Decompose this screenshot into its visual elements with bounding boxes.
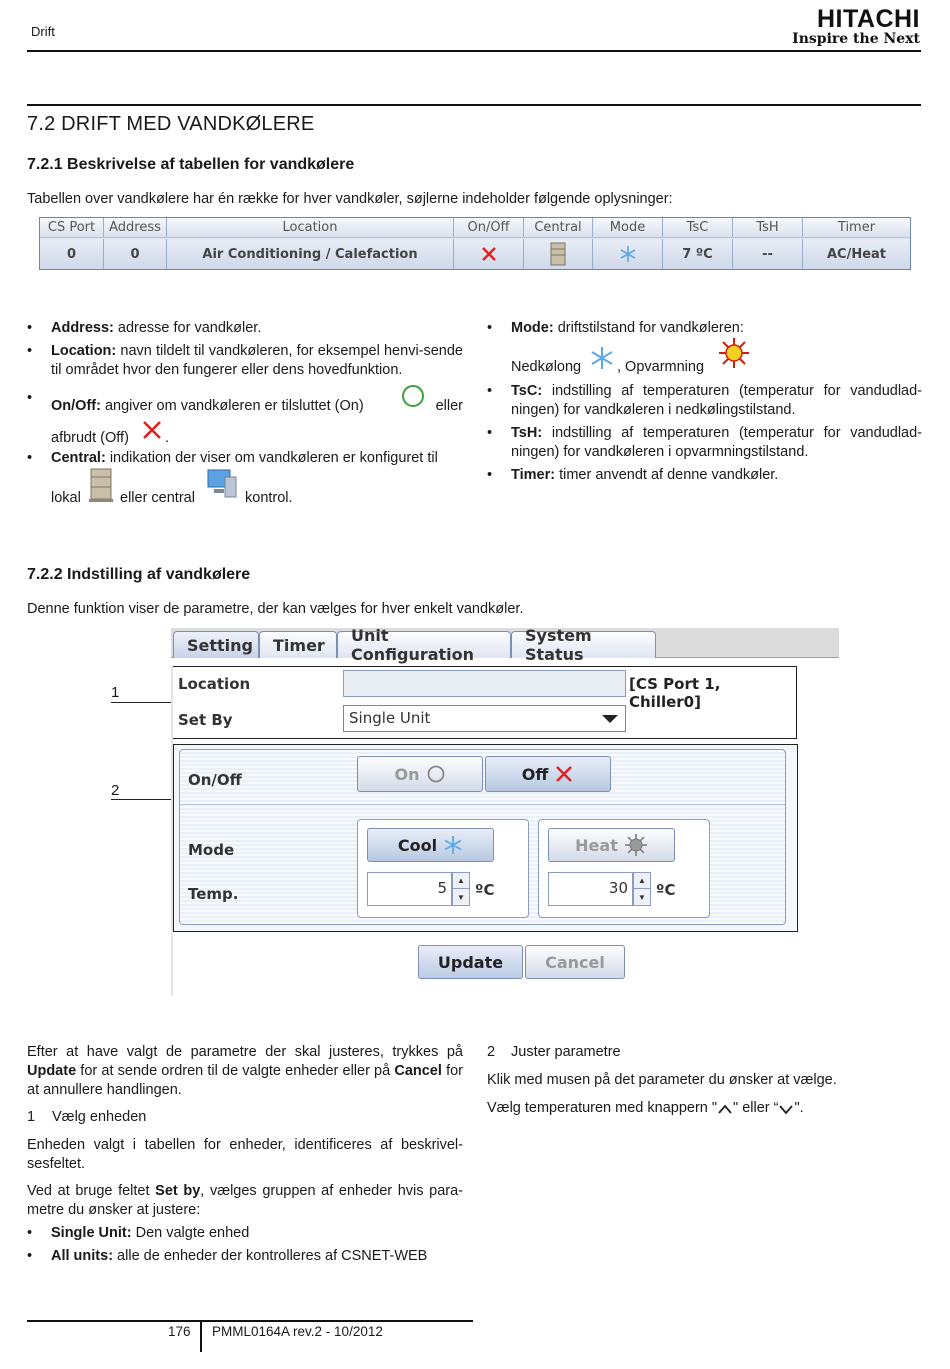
update-instructions: Efter at have valgt de parametre der skal justeres, trykkes på Update for at sende ordren til de valgte enheder eller på Cancel for at annullere handlingen. [27, 1044, 463, 1098]
parameters-inner [179, 749, 786, 925]
on-circle-icon [400, 383, 426, 409]
header-section-label: Drift [31, 24, 55, 39]
setby-select[interactable] [343, 705, 626, 732]
col-location[interactable]: Location [167, 218, 454, 237]
setby-description: Ved at bruge feltet Set by, vælges gruppen af enheder hvis para-metre du ønsker at justere: [27, 1183, 464, 1218]
settings-intro: Denne funktion viser de parametre, der kan vælges for hver enkelt vandkøler. [27, 601, 524, 617]
cancel-button[interactable]: Cancel [525, 945, 625, 979]
chevron-down-icon[interactable]: ▼ [457, 892, 465, 902]
tab-unit-configuration[interactable]: Unit Configuration [337, 631, 511, 658]
parameters-box [173, 744, 798, 932]
step-2-temp-hint: Vælg temperaturen med knappern " " eller “ ". [487, 1100, 804, 1116]
chiller-table-header [40, 218, 910, 238]
tab-bar [171, 626, 839, 664]
header-rule [27, 50, 921, 52]
cell-mode [593, 239, 663, 269]
logo-tagline: Inspire the Next [792, 31, 920, 47]
chevron-up-icon[interactable]: ▲ [453, 873, 469, 889]
divider [180, 804, 785, 805]
col-timer[interactable]: Timer [837, 220, 876, 235]
section-title: 7.2 DRIFT MED VANDKØLERE [27, 113, 315, 135]
chevron-down-icon [778, 1103, 794, 1115]
location-field[interactable] [343, 670, 626, 697]
heat-temp-stepper[interactable] [633, 872, 651, 906]
on-button[interactable]: On [357, 756, 483, 792]
chevron-up-icon [717, 1103, 733, 1115]
footer-rule [27, 1320, 473, 1322]
cool-temp-input[interactable]: 5 [367, 872, 452, 906]
central-computer-icon [205, 467, 239, 501]
update-button[interactable]: Update [418, 945, 523, 979]
cell-address: 0 [104, 239, 167, 269]
callout-1: 1 [111, 684, 120, 701]
cool-temp-unit: ºC [475, 881, 495, 899]
panel-edge [171, 666, 173, 996]
setby-value: Single Unit [349, 709, 431, 727]
list-item: • TsH: indstilling af temperaturen (temperatur for vandudlad-ningen) for vandkøleren i opvarmningstilstand. [487, 424, 922, 462]
snowflake-icon [619, 245, 637, 263]
off-x-icon [554, 764, 574, 784]
col-central[interactable]: Central [524, 218, 593, 237]
off-x-icon [480, 245, 498, 263]
snowflake-icon [443, 835, 463, 855]
list-item: • All units: alle de enheder der kontrolleres af CSNET-WEB [27, 1247, 463, 1266]
footer-divider [200, 1320, 202, 1352]
temp-label: Temp. [188, 885, 239, 903]
list-item: • TsC: indstilling af temperaturen (temperatur for vandudlad-ningen) for vandkøleren i nedkølingstilstand. [487, 382, 922, 420]
cool-group [357, 819, 529, 918]
off-button[interactable]: Off [485, 756, 611, 792]
subsection-title-2: 7.2.2 Indstilling af vandkølere [27, 566, 251, 583]
unit-selection-box [171, 666, 797, 739]
callout-2-line [111, 799, 175, 800]
callout-1-line [111, 702, 173, 703]
list-item: • Location: navn tildelt til vandkøleren, for eksempel henvi-sende til området hvor den fungerer eller dens hovedfunktion. [27, 342, 463, 380]
on-circle-icon [426, 764, 446, 784]
col-address[interactable]: Address [104, 218, 167, 237]
col-tsh[interactable]: TsH [733, 218, 803, 237]
local-unit-icon [88, 467, 114, 503]
cell-location: Air Conditioning / Calefaction [167, 239, 454, 269]
setby-options-list [27, 1224, 463, 1266]
cell-onoff [454, 239, 524, 269]
step-2-title: Juster parametre [511, 1044, 621, 1060]
document-reference: PMML0164A rev.2 - 10/2012 [212, 1324, 383, 1339]
sun-heat-icon [718, 337, 750, 369]
cool-temp-stepper[interactable] [452, 872, 470, 906]
step-2-number: 2 [487, 1044, 496, 1060]
heat-button[interactable]: Heat [548, 828, 675, 862]
table-intro: Tabellen over vandkølere har én række for hver vandkøler, søjlerne indeholder følgende oplysninger: [27, 191, 673, 207]
section-rule [27, 104, 921, 106]
location-label: Location [178, 675, 251, 693]
list-item: • On/Off: angiver om vandkøleren er tilsluttet (On) eller afbrudt (Off) . [27, 389, 463, 445]
snowflake-icon [589, 345, 615, 371]
cell-central [524, 239, 593, 269]
subsection-title-1: 7.2.1 Beskrivelse af tabellen for vandkølere [27, 156, 355, 173]
col-mode[interactable]: Mode [593, 218, 663, 237]
cell-tsc: 7 ºC [663, 239, 733, 269]
list-item: • Mode: driftstilstand for vandkøleren: Nedkølong , Opvarmning [487, 319, 922, 371]
page-number: 176 [168, 1324, 191, 1339]
chiller-settings-panel [171, 628, 839, 996]
sun-heat-icon [624, 833, 648, 857]
tab-timer[interactable]: Timer [259, 631, 337, 658]
step-2-click-hint: Klik med musen på det parameter du ønsker at vælge. [487, 1072, 837, 1088]
location-tag: [CS Port 1, Chiller0] [629, 675, 721, 711]
list-item: • Central: indikation der viser om vandkøleren er konfiguret til lokal eller central kontrol. [27, 449, 463, 507]
heat-group [538, 819, 710, 918]
logo-brand: HITACHI [816, 5, 920, 33]
cool-button[interactable]: Cool [367, 828, 494, 862]
step-1-description: Enheden valgt i tabellen for enheder, identificeres af beskrivel-sesfeltet. [27, 1137, 463, 1172]
list-item: • Address: adresse for vandkøler. [27, 319, 463, 338]
local-unit-icon [549, 241, 567, 267]
cell-tsh: -- [733, 239, 803, 269]
hitachi-logo [792, 6, 920, 46]
list-item: • Single Unit: Den valgte enhed [27, 1224, 463, 1243]
col-tsc[interactable]: TsC [663, 218, 733, 237]
right-bullet-list [487, 319, 922, 485]
table-row[interactable] [40, 239, 910, 269]
chevron-up-icon[interactable]: ▲ [634, 873, 650, 889]
setby-label: Set By [178, 711, 233, 729]
heat-temp-input[interactable]: 30 [548, 872, 633, 906]
off-x-icon [141, 419, 163, 441]
chevron-down-icon [601, 714, 619, 724]
col-cs-port[interactable]: CS Port [40, 218, 104, 237]
chiller-table [39, 217, 911, 270]
left-bullet-list [27, 319, 463, 507]
tab-system-status[interactable]: System Status [511, 631, 656, 658]
step-1-number: 1 [27, 1109, 36, 1125]
heat-temp-unit: ºC [656, 881, 676, 899]
onoff-label: On/Off [188, 771, 242, 789]
col-onoff[interactable]: On/Off [454, 218, 524, 237]
mode-label: Mode [188, 841, 235, 859]
step-1-title: Vælg enheden [52, 1109, 147, 1125]
cell-cs-port: 0 [40, 239, 104, 269]
callout-2: 2 [111, 782, 120, 799]
chevron-down-icon[interactable]: ▼ [638, 892, 646, 902]
cell-timer: AC/Heat [826, 246, 887, 262]
tab-setting[interactable]: Setting [173, 631, 259, 658]
list-item: • Timer: timer anvendt af denne vandkøler. [487, 466, 922, 485]
